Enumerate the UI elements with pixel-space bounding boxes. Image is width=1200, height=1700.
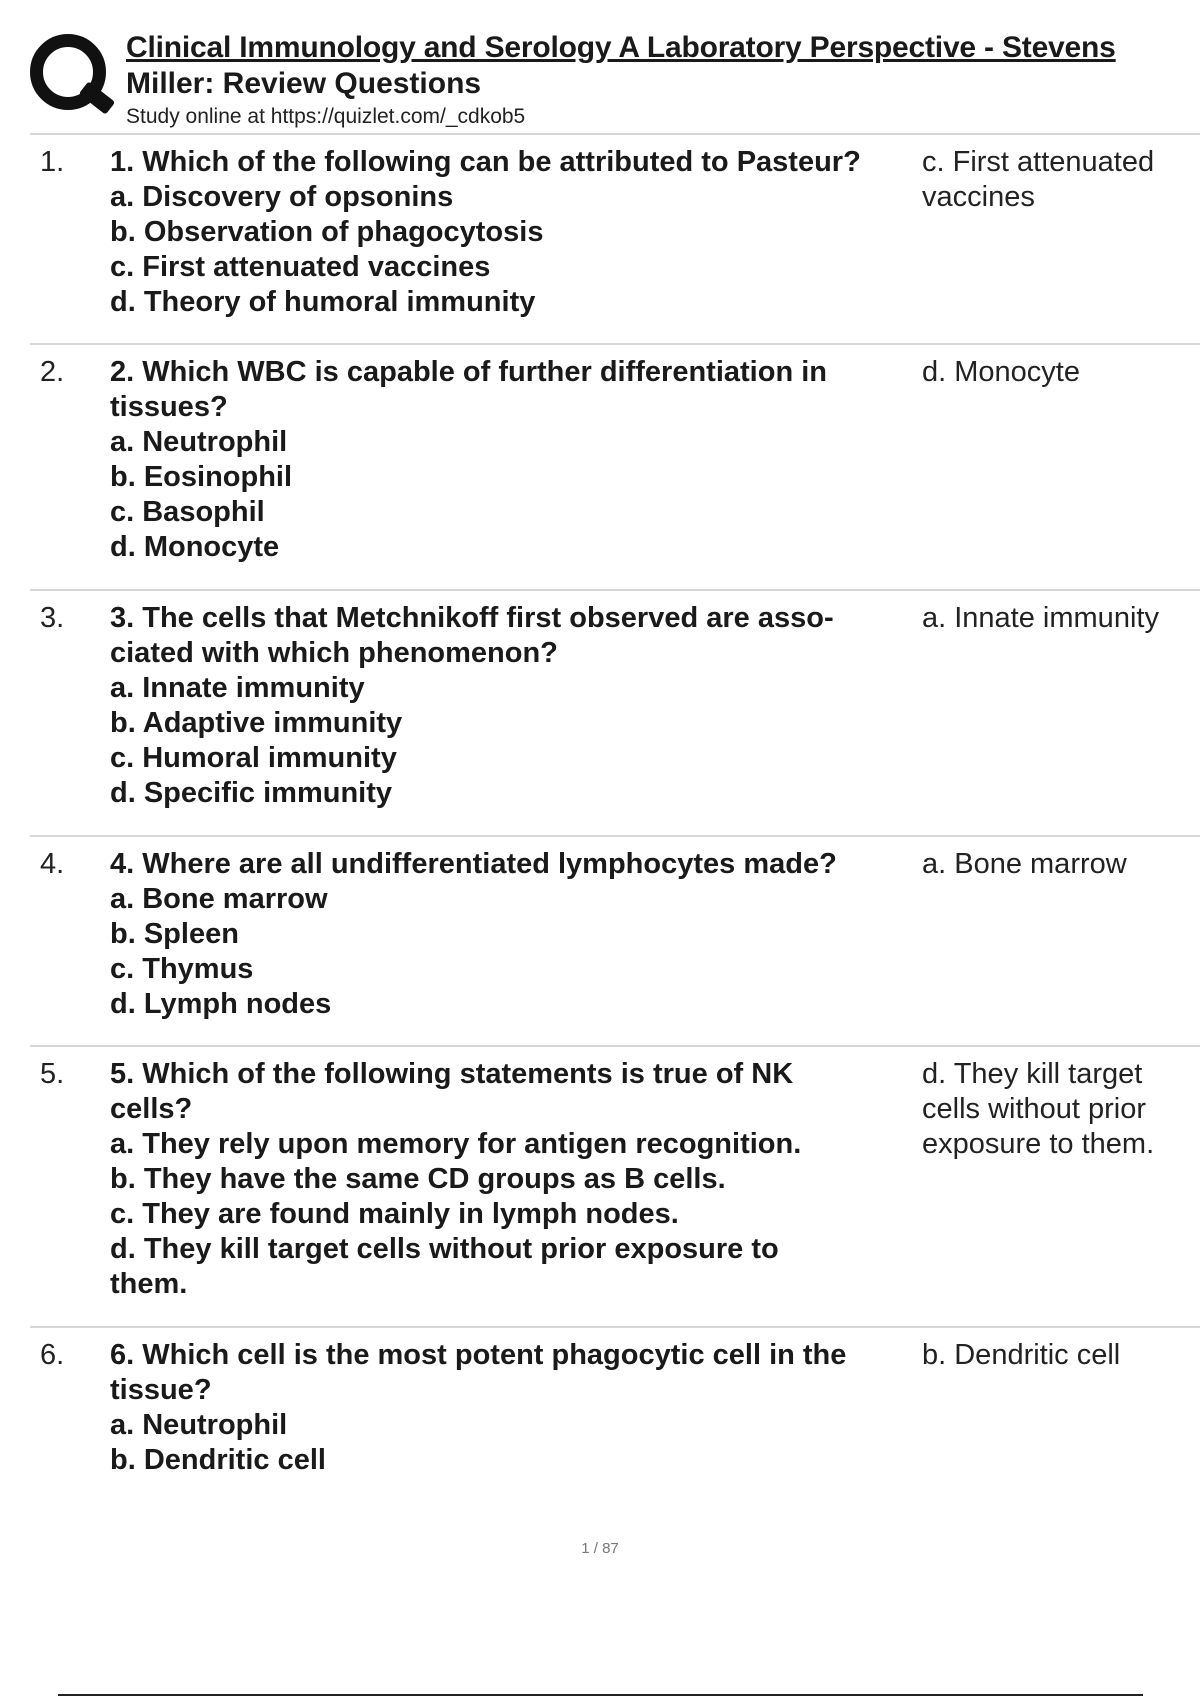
- option-line: d. Specific immunity: [110, 777, 392, 809]
- option-line: a. Innate immunity: [110, 672, 365, 704]
- document-title-line2: Miller: Review Questions: [126, 67, 482, 100]
- option-line: c. Thymus: [110, 953, 254, 985]
- option-line: c. Humoral immunity: [110, 742, 397, 774]
- question-text: [110, 601, 930, 811]
- question-line: tissue?: [110, 1374, 212, 1406]
- question-row: [30, 1045, 1200, 1326]
- question-text: [110, 1338, 930, 1478]
- option-line: b. Observation of phagocytosis: [110, 216, 544, 248]
- question-text: [110, 145, 930, 320]
- question-list: [30, 133, 1200, 1496]
- option-line: a. Bone marrow: [110, 883, 328, 915]
- question-line: 5. Which of the following statements is true of NK: [110, 1058, 794, 1090]
- answer-line: vaccines: [922, 181, 1035, 213]
- question-line: cells?: [110, 1093, 193, 1125]
- option-line: c. First attenuated vaccines: [110, 251, 491, 283]
- question-line: 6. Which cell is the most potent phagocytic cell in the: [110, 1339, 847, 1371]
- question-text: [110, 847, 930, 1022]
- title-block: [126, 30, 1200, 130]
- answer-text: [922, 1057, 1192, 1162]
- footer-divider: [58, 1694, 1143, 1696]
- option-line: them.: [110, 1268, 188, 1300]
- document-title-line1: Clinical Immunology and Serology A Laboratory Perspective - Stevens: [126, 31, 1116, 64]
- question-row: [30, 343, 1200, 589]
- question-number: 1.: [40, 146, 65, 178]
- option-line: a. Neutrophil: [110, 1409, 288, 1441]
- question-number: 3.: [40, 602, 65, 634]
- question-row: [30, 133, 1200, 343]
- option-line: d. They kill target cells without prior exposure to: [110, 1233, 779, 1265]
- answer-line: d. They kill target: [922, 1058, 1143, 1090]
- question-line: 3. The cells that Metchnikoff first observed are asso-: [110, 602, 834, 634]
- question-row: [30, 589, 1200, 835]
- question-line: ciated with which phenomenon?: [110, 637, 558, 669]
- question-number: 6.: [40, 1339, 65, 1371]
- option-line: a. They rely upon memory for antigen recognition.: [110, 1128, 802, 1160]
- question-line: tissues?: [110, 391, 228, 423]
- answer-text: [922, 601, 1192, 636]
- answer-line: c. First attenuated: [922, 146, 1155, 178]
- question-number: 4.: [40, 848, 65, 880]
- question-line: 4. Where are all undifferentiated lymphocytes made?: [110, 848, 837, 880]
- option-line: c. Basophil: [110, 496, 265, 528]
- question-row: [30, 835, 1200, 1045]
- document-header: [30, 30, 1190, 130]
- option-line: b. They have the same CD groups as B cells.: [110, 1163, 726, 1195]
- option-line: b. Spleen: [110, 918, 239, 950]
- question-text: [110, 355, 930, 565]
- question-number: 5.: [40, 1058, 65, 1090]
- question-number: 2.: [40, 356, 65, 388]
- option-line: a. Discovery of opsonins: [110, 181, 454, 213]
- answer-text: [922, 355, 1192, 390]
- option-line: c. They are found mainly in lymph nodes.: [110, 1198, 679, 1230]
- option-line: b. Eosinophil: [110, 461, 293, 493]
- answer-line: a. Bone marrow: [922, 848, 1127, 880]
- option-line: b. Adaptive immunity: [110, 707, 403, 739]
- question-row: [30, 1326, 1200, 1496]
- answer-text: [922, 847, 1192, 882]
- answer-line: a. Innate immunity: [922, 602, 1159, 634]
- page-indicator: 1 / 87: [581, 1540, 619, 1557]
- question-line: 1. Which of the following can be attributed to Pasteur?: [110, 146, 861, 178]
- option-line: d. Theory of humoral immunity: [110, 286, 536, 318]
- option-line: d. Lymph nodes: [110, 988, 332, 1020]
- option-line: a. Neutrophil: [110, 426, 288, 458]
- study-online-link[interactable]: Study online at https://quizlet.com/_cdkob5: [126, 105, 526, 128]
- option-line: b. Dendritic cell: [110, 1444, 326, 1476]
- question-text: [110, 1057, 930, 1302]
- answer-line: exposure to them.: [922, 1128, 1155, 1160]
- answer-text: [922, 145, 1192, 215]
- option-line: d. Monocyte: [110, 531, 280, 563]
- answer-line: cells without prior: [922, 1093, 1147, 1125]
- question-line: 2. Which WBC is capable of further differentiation in: [110, 356, 827, 388]
- answer-line: b. Dendritic cell: [922, 1339, 1121, 1371]
- answer-line: d. Monocyte: [922, 356, 1080, 388]
- answer-text: [922, 1338, 1192, 1373]
